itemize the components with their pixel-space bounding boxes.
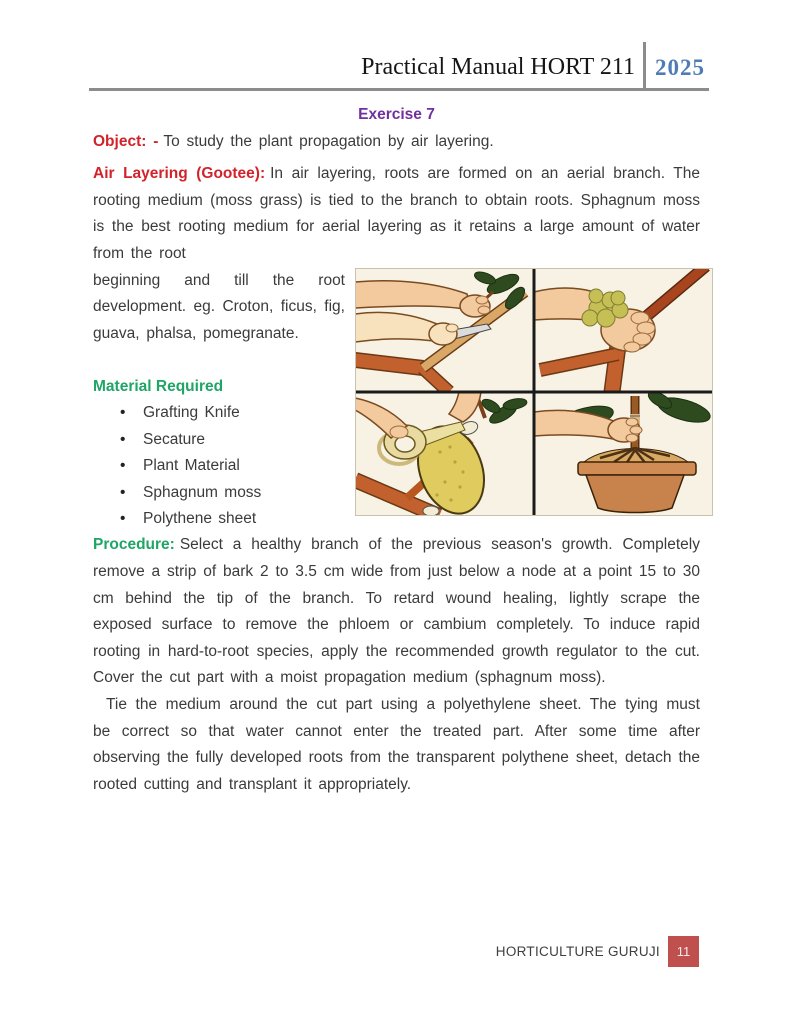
document-title: Practical Manual HORT 211	[361, 54, 635, 80]
list-item: • Sphagnum moss	[93, 480, 345, 506]
document-body	[93, 102, 700, 798]
pot-icon	[586, 475, 684, 513]
list-item: • Plant Material	[93, 453, 345, 479]
figure-panel-cut-bark	[355, 268, 534, 392]
page-header	[0, 0, 791, 88]
footer-brand: HORTICULTURE GURUJI	[495, 944, 660, 959]
figure-divider-horizontal	[355, 390, 713, 393]
air-layering-paragraph	[93, 161, 700, 267]
header-divider	[643, 42, 646, 88]
header-year: 2025	[655, 55, 705, 80]
object-text: To study the plant propagation by air layering.	[163, 132, 494, 150]
figure-panel-potted-plant	[534, 388, 713, 516]
page-number-badge: 11	[668, 936, 699, 967]
header-rule	[89, 88, 709, 91]
procedure-text: Select a healthy branch of the previous season's growth. Completely remove a strip of bark 2 to 3.5 cm wide from just below a node at a point 15 to 30 cm behind the tip of the branch. To retard wound healing, lightly scrape the exposed surface to remove the phloem or cambium completely. To induce rapid rooting in hard-to-root species, apply the recommended growth regulator to the cut. Cover the cut part with a moist propagation medium (sphagnum moss).	[93, 536, 700, 687]
list-item: • Grafting Knife	[93, 400, 345, 426]
air-layering-figure	[355, 268, 713, 533]
material-required-list	[93, 400, 345, 532]
procedure-paragraph	[93, 532, 700, 692]
list-item: • Secature	[93, 427, 345, 453]
object-paragraph	[93, 129, 700, 156]
procedure-label: Procedure:	[93, 536, 175, 554]
exercise-title: Exercise 7	[358, 106, 435, 123]
air-layering-continued: beginning and till the root development. eg. Croton, ficus, fig, guava, phalsa, pomegranate.	[93, 271, 345, 342]
object-label: Object: -	[93, 132, 159, 150]
procedure-paragraph-2: Tie the medium around the cut part using a polyethylene sheet. The tying must be correct so that water cannot enter the treated part. After some time after observing the fully developed roots from the transparent polythene sheet, detach the rooted cutting and transplant it appropriately.	[93, 695, 700, 793]
material-required-heading: Material Required	[93, 378, 224, 396]
page-footer	[496, 936, 699, 967]
air-layering-text: In air layering, roots are formed on an aerial branch. The rooting medium (moss grass) is tied to the branch to obtain roots. Sphagnum moss is the best rooting medium for aerial layering as it retains a large amount of water from the root	[93, 165, 700, 262]
figure-panel-wrap-polythene	[355, 392, 534, 516]
left-column	[93, 268, 345, 533]
air-layering-label: Air Layering (Gootee):	[93, 165, 266, 183]
text-and-figure-row	[93, 268, 713, 533]
list-item: • Polythene sheet	[93, 506, 345, 532]
figure-panel-apply-moss	[534, 268, 713, 392]
pot-rim-icon	[578, 462, 696, 475]
